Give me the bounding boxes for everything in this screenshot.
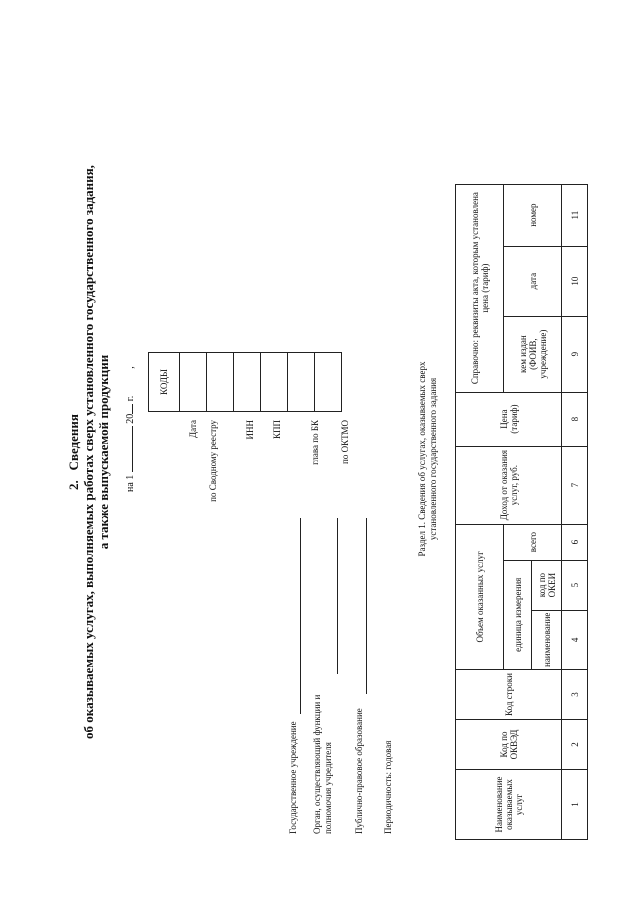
col-header-ref-date: дата	[504, 246, 562, 316]
col-number: 8	[562, 392, 588, 446]
section-number: 2.	[66, 480, 81, 490]
col-header-ref-issuer: кем издан (ФОИВ, учреждение)	[504, 316, 562, 392]
date-year-prefix: 20	[125, 413, 136, 424]
field-institution: Государственное учреждение	[288, 721, 298, 834]
code-label-bk: глава по БК	[310, 420, 320, 465]
codes-cell	[315, 353, 342, 412]
code-label-kpp: КПП	[272, 420, 282, 440]
col-number: 4	[562, 610, 588, 669]
codes-box	[148, 352, 342, 412]
date-prefix: на 1	[125, 474, 136, 492]
col-header-okved: Код по ОКВЭД	[456, 720, 562, 770]
section-caption-line-1: Раздел 1. Сведения об услугах, оказываемых сверх	[417, 361, 427, 557]
section-heading	[66, 0, 81, 904]
col-header-ref: Справочно: реквизиты акта, которым установлена цена (тариф)	[456, 184, 504, 392]
field-founder: Орган, осуществляющий функции и полномочия учредителя	[312, 694, 333, 834]
codes-cell	[288, 353, 315, 412]
col-header-unit-name: наименование	[532, 610, 562, 669]
field-public-entity: Публично-правовое образование	[354, 708, 364, 834]
col-number: 1	[562, 770, 588, 840]
code-label-registry: по Сводному реестру	[208, 420, 218, 502]
col-header-unit: единица измерения	[504, 560, 532, 669]
date-comma: ,	[125, 366, 136, 369]
codes-cell	[234, 353, 261, 412]
codes-cell	[207, 353, 234, 412]
services-table	[455, 184, 588, 840]
col-number: 11	[562, 184, 588, 246]
col-number: 6	[562, 524, 588, 560]
codes-cell	[261, 353, 288, 412]
col-header-price: Цена (тариф)	[456, 392, 562, 446]
col-number: 9	[562, 316, 588, 392]
section-caption-line-2: установленного государственного задания	[428, 377, 438, 541]
codes-cell	[180, 353, 207, 412]
section-subtitle-2: а также выпускаемой продукции	[96, 354, 111, 550]
codes-header: КОДЫ	[149, 353, 180, 412]
col-number: 10	[562, 246, 588, 316]
col-number: 5	[562, 560, 588, 610]
section-caption	[417, 294, 439, 624]
code-label-oktmo: по ОКТМО	[340, 420, 350, 464]
col-header-ref-number: номер	[504, 184, 562, 246]
col-header-name: Наименование оказываемых услуг	[456, 770, 562, 840]
section-subtitle-1: об оказываемых услугах, выполняемых работах сверх установленного государственного задания,	[81, 165, 96, 739]
section-title: Сведения	[66, 414, 81, 471]
field-periodicity: Периодичность: годовая	[383, 740, 393, 834]
code-label-inn: ИНН	[245, 420, 255, 440]
col-number: 7	[562, 446, 588, 524]
column-number-row	[562, 184, 588, 839]
col-header-line-code: Код строки	[456, 670, 562, 720]
col-header-volume: Объем оказанных услуг	[456, 524, 504, 669]
col-header-unit-okei: код по ОКЕИ	[532, 560, 562, 610]
date-line	[125, 366, 136, 492]
col-number: 3	[562, 670, 588, 720]
col-number: 2	[562, 720, 588, 770]
code-label-date: Дата	[188, 420, 198, 438]
date-year-suffix: г.	[125, 395, 136, 402]
col-header-total: всего	[504, 524, 562, 560]
col-header-income: Доход от оказания услуг, руб.	[456, 446, 562, 524]
